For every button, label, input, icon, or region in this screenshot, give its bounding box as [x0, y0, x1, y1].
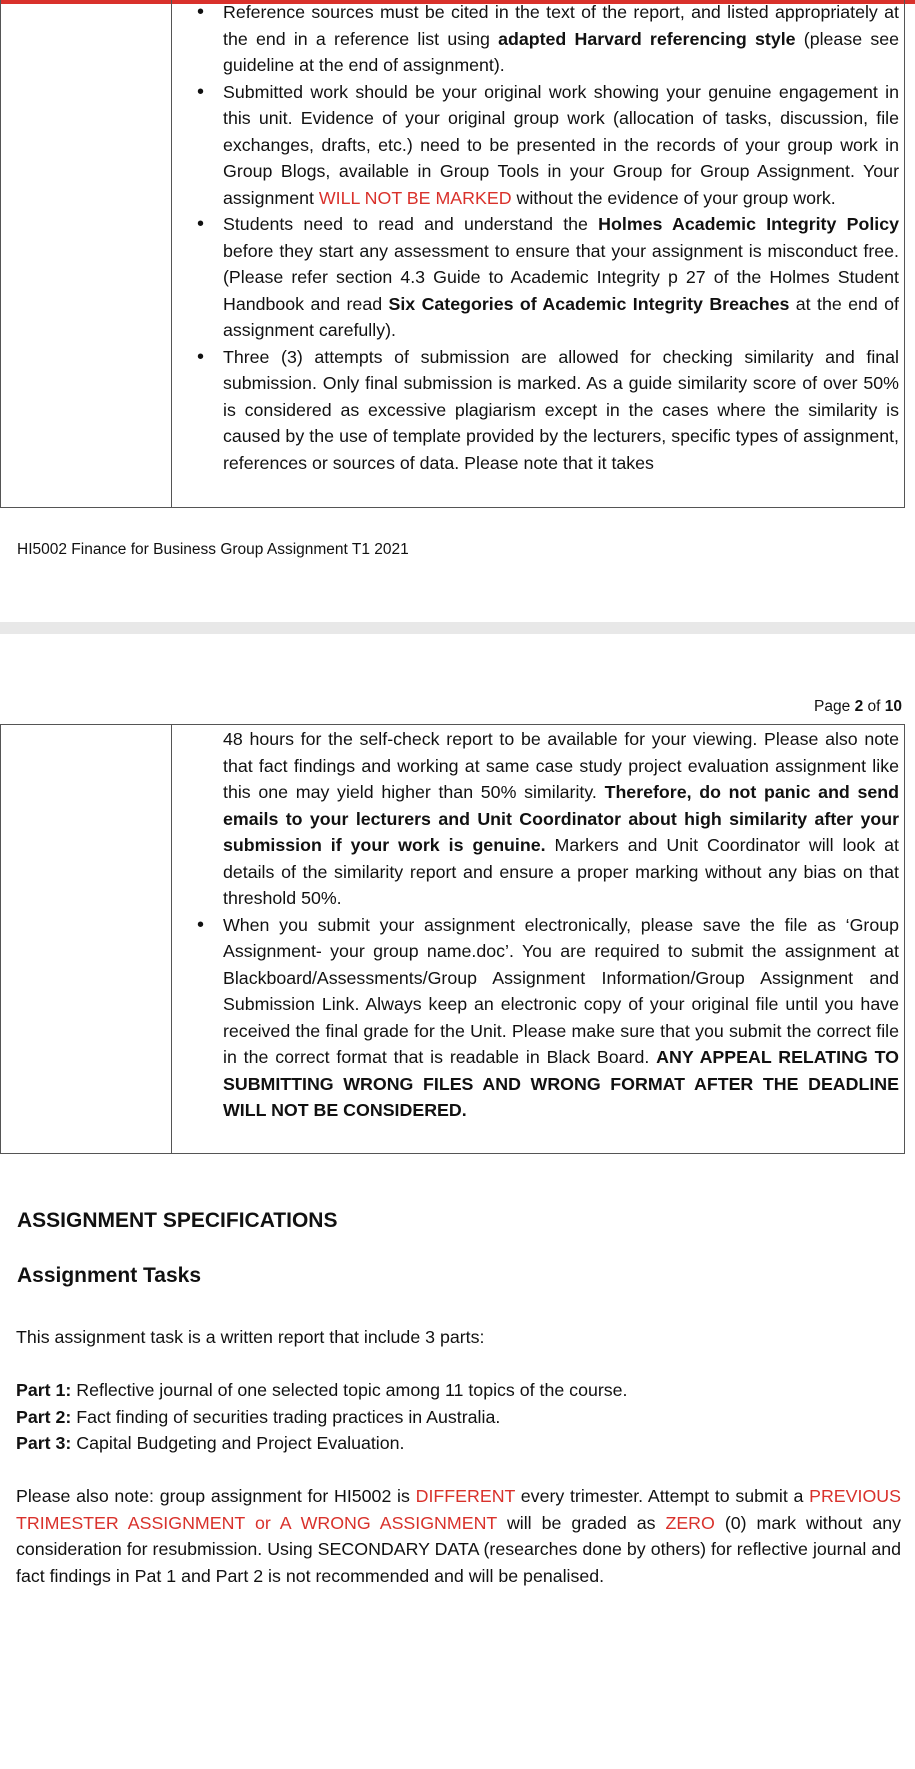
page-break — [0, 622, 915, 634]
requirements-list — [223, 726, 899, 1124]
list-item-electronic-submission: • When you submit your assignment electronically, please save the file as ‘Group Assignment- your group name.doc’. You are required to submit the assignment at Blackboard/Assessments/Group Assignment Information/Group Assignment and Submission Link. Always keep an electronic copy of your original file until you have received the final grade for the Unit. Please make sure that you submit the correct file in the correct format that is readable in Black Board. ANY APPEAL RELATING TO SUBMITTING WRONG FILES AND WRONG FORMAT AFTER THE DEADLINE WILL NOT BE CONSIDERED. — [223, 912, 899, 1124]
list-item-referencing: • Reference sources must be cited in the text of the report, and listed appropriately at the end in a reference list using adapted Harvard referencing style (please see guideline at the end of assignment). — [223, 0, 899, 79]
table-column-divider — [171, 725, 172, 1153]
table-column-divider — [171, 0, 172, 507]
part-item: Part 2: Fact finding of securities trading practices in Australia. — [16, 1406, 501, 1427]
list-item-similarity-continued: 48 hours for the self-check report to be available for your viewing. Please also note that fact findings and working at same case study project evaluation assignment like this one may yield higher than 50% similarity. Therefore, do not panic and send emails to your lecturers and Unit Coordinator about high similarity after your submission if your work is genuine. Markers and Unit Coordinator will look at details of the similarity report and ensure a proper marking without any bias on that threshold 50%. — [223, 729, 899, 908]
intro-paragraph: This assignment task is a written report that include 3 parts: — [16, 1327, 485, 1347]
parts-list — [16, 1377, 901, 1457]
section-heading: ASSIGNMENT SPECIFICATIONS — [17, 1209, 338, 1232]
page-number: Page 2 of 10 — [814, 698, 902, 715]
requirements-table — [0, 724, 905, 1154]
part-item: Part 3: Capital Budgeting and Project Evaluation. — [16, 1433, 405, 1453]
part-item: Part 1: Reflective journal of one selected topic among 11 topics of the course. — [16, 1380, 628, 1400]
page-footer: HI5002 Finance for Business Group Assignment T1 2021 — [17, 541, 409, 558]
list-item-original-work: • Submitted work should be your original work showing your genuine engagement in this unit. Evidence of your original group work (allocation of tasks, discussion, file exchanges, drafts, etc.) need to be presented in the records of your group work in Group Blogs, available in Group Tools in your Group for Group Assignment. Your assignment WILL NOT BE MARKED without the evidence of your group work. — [223, 79, 899, 212]
list-item-submission-attempts: • Three (3) attempts of submission are allowed for checking similarity and final submission. Only final submission is marked. As a guide similarity score of over 50% is considered as excessive plagiarism except in the cases where the similarity is caused by the use of template provided by the lecturers, specific types of assignment, references or sources of data. Please note that it takes — [223, 344, 899, 477]
requirements-table-continued — [0, 0, 905, 508]
subsection-heading: Assignment Tasks — [17, 1264, 202, 1287]
note-paragraph: Please also note: group assignment for HI5002 is DIFFERENT every trimester. Attempt to submit a PREVIOUS TRIMESTER ASSIGNMENT or A WRONG ASSIGNMENT will be graded as ZERO (0) mark without any consideration for resubmission. Using SECONDARY DATA (researches done by others) for reflective journal and fact findings in Pat 1 and Part 2 is not recommended and will be penalised. — [16, 1486, 901, 1586]
list-item-integrity-policy: • Students need to read and understand the Holmes Academic Integrity Policy before they start any assessment to ensure that your assignment is misconduct free. (Please refer section 4.3 Guide to Academic Integrity p 27 of the Holmes Student Handbook and read Six Categories of Academic Integrity Breaches at the end of assignment carefully). — [223, 211, 899, 344]
requirements-list — [223, 0, 899, 476]
